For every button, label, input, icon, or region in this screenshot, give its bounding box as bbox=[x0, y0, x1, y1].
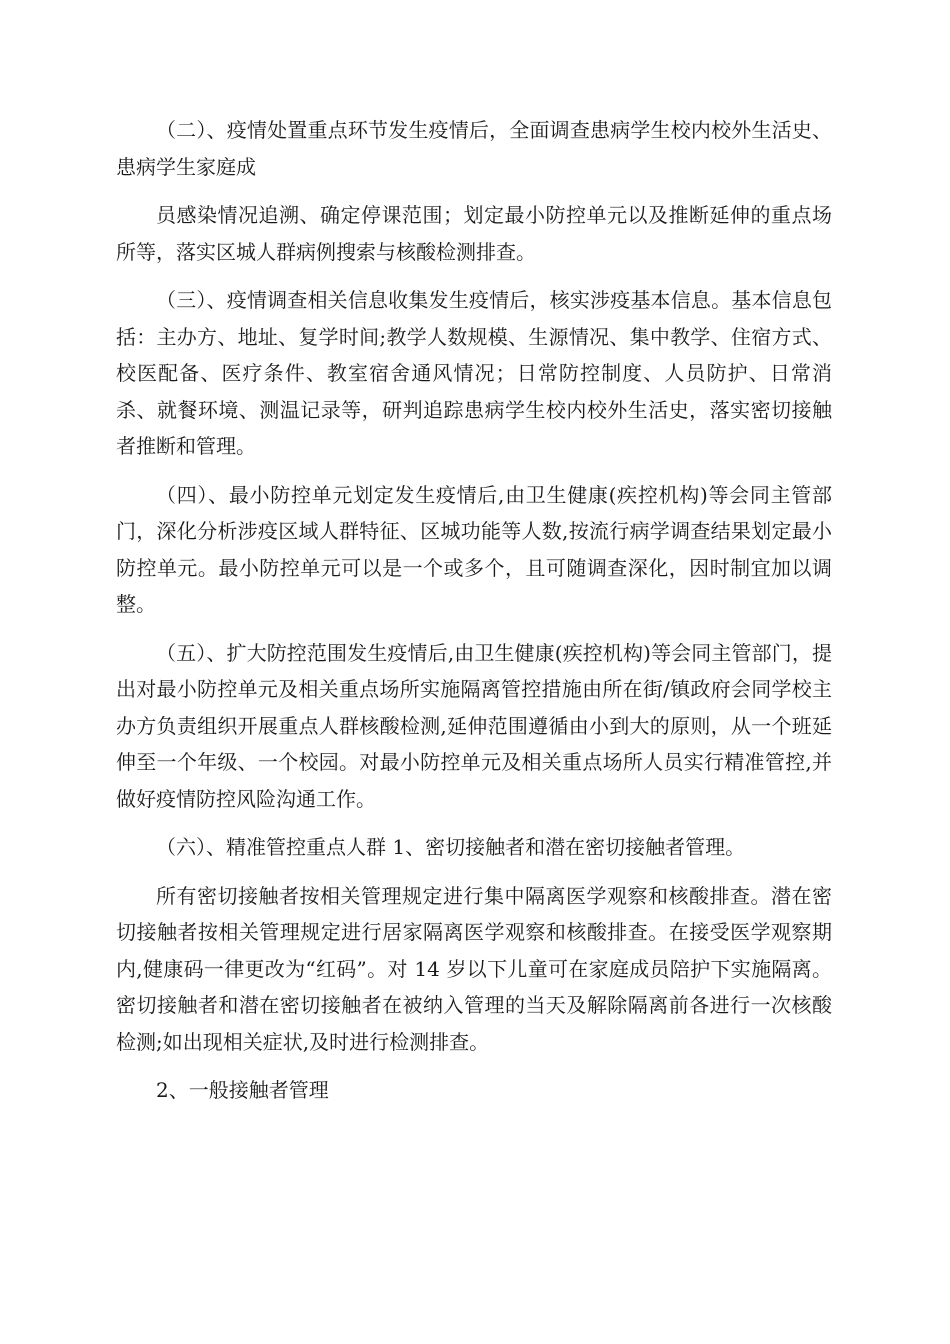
paragraph-section-5: （五）、扩大防控范围发生疫情后,由卫生健康(疾控机构)等会同主管部门，提出对最小防控单元及相关重点场所实施隔离管控措施由所在街/镇政府会同学校主办方负责组织开展重点人群核酸检测,延伸范围遵循由小到大的原则，从一个班延伸至一个年级、一个校园。对最小防控单元及相关重点场所人员实行精准管控,并做好疫情防控风险沟通工作。 bbox=[116, 640, 832, 811]
paragraph-close-contact-management: 所有密切接触者按相关管理规定进行集中隔离医学观察和核酸排查。潜在密切接触者按相关管理规定进行居家隔离医学观察和核酸排查。在接受医学观察期内,健康码一律更改为“红码”。对 14 岁以下儿童可在家庭成员陪护下实施隔离。密切接触者和潜在密切接触者在被纳入管理的当天及解除隔离前各进行一次核酸检测;如出现相关症状,及时进行检测排查。 bbox=[116, 883, 832, 1054]
paragraph-general-contact-heading: 2、一般接触者管理 bbox=[156, 1078, 329, 1102]
document-body bbox=[116, 112, 832, 1109]
paragraph-section-3: （三）、疫情调查相关信息收集发生疫情后，核实涉疫基本信息。基本信息包括：主办方、地址、复学时间;教学人数规模、生源情况、集中教学、住宿方式、校医配备、医疗条件、教室宿舍通风情况；日常防控制度、人员防护、日常消杀、就餐环境、测温记录等，研判追踪患病学生校内校外生活史，落实密切接触者推断和管理。 bbox=[116, 288, 832, 458]
paragraph-section-6: （六）、精准管控重点人群 1、密切接触者和潜在密切接触者管理。 bbox=[156, 835, 746, 859]
paragraph-section-4: （四）、最小防控单元划定发生疫情后,由卫生健康(疾控机构)等会同主管部门，深化分析涉疫区域人群特征、区城功能等人数,按流行病学调查结果划定最小防控单元。最小防控单元可以是一个或多个，且可随调查深化，因时制宜加以调整。 bbox=[116, 482, 832, 616]
paragraph-section-2: （二）、疫情处置重点环节发生疫情后，全面调查患病学生校内校外生活史、患病学生家庭成 bbox=[116, 118, 832, 179]
paragraph-section-2-continued: 员感染情况追溯、确定停课范围；划定最小防控单元以及推断延伸的重点场所等，落实区城人群病例搜索与核酸检测排查。 bbox=[116, 203, 832, 264]
